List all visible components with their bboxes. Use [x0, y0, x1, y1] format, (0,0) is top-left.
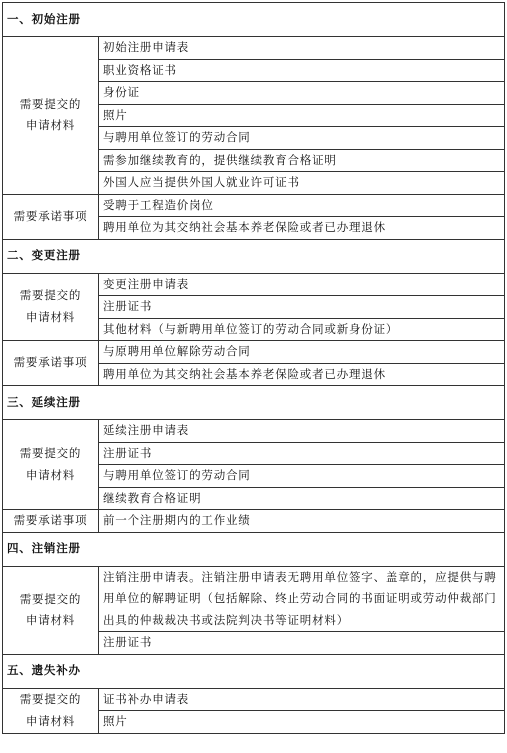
list-item: 注销注册申请表。注销注册申请表无聘用单位签字、盖章的，应提供与聘用单位的解聘证明（包括解除、终止劳动合同的书面证明或劳动仲裁部门出具的仲裁裁决书或法院判决书等证明材料） — [99, 566, 505, 632]
table-row — [3, 420, 505, 443]
group-label-text: 需要提交的申请材料 — [19, 96, 82, 133]
table-row — [3, 37, 505, 60]
list-item: 其他材料（与新聘用单位签订的劳动合同或新身份证） — [99, 318, 505, 341]
group-label-text: 需要提交的申请材料 — [19, 288, 82, 324]
group-label-text: 需要提交的申请材料 — [19, 446, 82, 482]
table-row — [3, 688, 505, 711]
section-title: 一、初始注册 — [3, 3, 505, 37]
section-title: 三、延续注册 — [3, 386, 505, 420]
table-row — [3, 273, 505, 296]
section-header-row — [3, 239, 505, 273]
group-label — [3, 688, 99, 733]
list-item: 聘用单位为其交纳社会基本养老保险或者已办理退休 — [99, 363, 505, 386]
list-item: 证书补办申请表 — [99, 688, 505, 711]
list-item: 外国人应当提供外国人就业许可证书 — [99, 172, 505, 195]
group-label — [3, 566, 99, 654]
list-item: 初始注册申请表 — [99, 37, 505, 60]
list-item: 需参加继续教育的，提供继续教育合格证明 — [99, 149, 505, 172]
table-body — [3, 3, 505, 734]
list-item: 前一个注册期内的工作业绩 — [99, 510, 505, 533]
list-item: 职业资格证书 — [99, 59, 505, 82]
list-item: 继续教育合格证明 — [99, 487, 505, 510]
list-item: 变更注册申请表 — [99, 273, 505, 296]
list-item: 延续注册申请表 — [99, 420, 505, 443]
list-item: 与聘用单位签订的劳动合同 — [99, 127, 505, 150]
group-label — [3, 273, 99, 341]
list-item: 与聘用单位签订的劳动合同 — [99, 465, 505, 488]
group-label-text: 需要提交的申请材料 — [19, 692, 82, 728]
registration-materials-table — [2, 2, 505, 734]
group-label-text: 需要承诺事项 — [13, 208, 88, 223]
list-item: 与原聘用单位解除劳动合同 — [99, 341, 505, 364]
table-row — [3, 510, 505, 533]
section-header-row — [3, 3, 505, 37]
list-item: 照片 — [99, 104, 505, 127]
section-header-row — [3, 532, 505, 566]
group-label-text: 需要承诺事项 — [13, 355, 88, 370]
group-label-text: 需要提交的申请材料 — [19, 591, 82, 627]
group-label — [3, 37, 99, 195]
list-item: 身份证 — [99, 82, 505, 105]
list-item: 照片 — [99, 711, 505, 734]
list-item: 聘用单位为其交纳社会基本养老保险或者已办理退休 — [99, 217, 505, 240]
group-label — [3, 341, 99, 386]
section-title: 五、遗失补办 — [3, 654, 505, 688]
list-item: 注册证书 — [99, 632, 505, 655]
section-title: 四、注销注册 — [3, 532, 505, 566]
section-title: 二、变更注册 — [3, 239, 505, 273]
group-label-text: 需要承诺事项 — [13, 513, 88, 527]
table-row — [3, 341, 505, 364]
group-label — [3, 420, 99, 510]
list-item: 受聘于工程造价岗位 — [99, 194, 505, 217]
list-item: 注册证书 — [99, 296, 505, 319]
list-item: 注册证书 — [99, 442, 505, 465]
table-row — [3, 566, 505, 632]
group-label — [3, 510, 99, 533]
group-label — [3, 194, 99, 239]
section-header-row — [3, 654, 505, 688]
section-header-row — [3, 386, 505, 420]
table-row — [3, 194, 505, 217]
